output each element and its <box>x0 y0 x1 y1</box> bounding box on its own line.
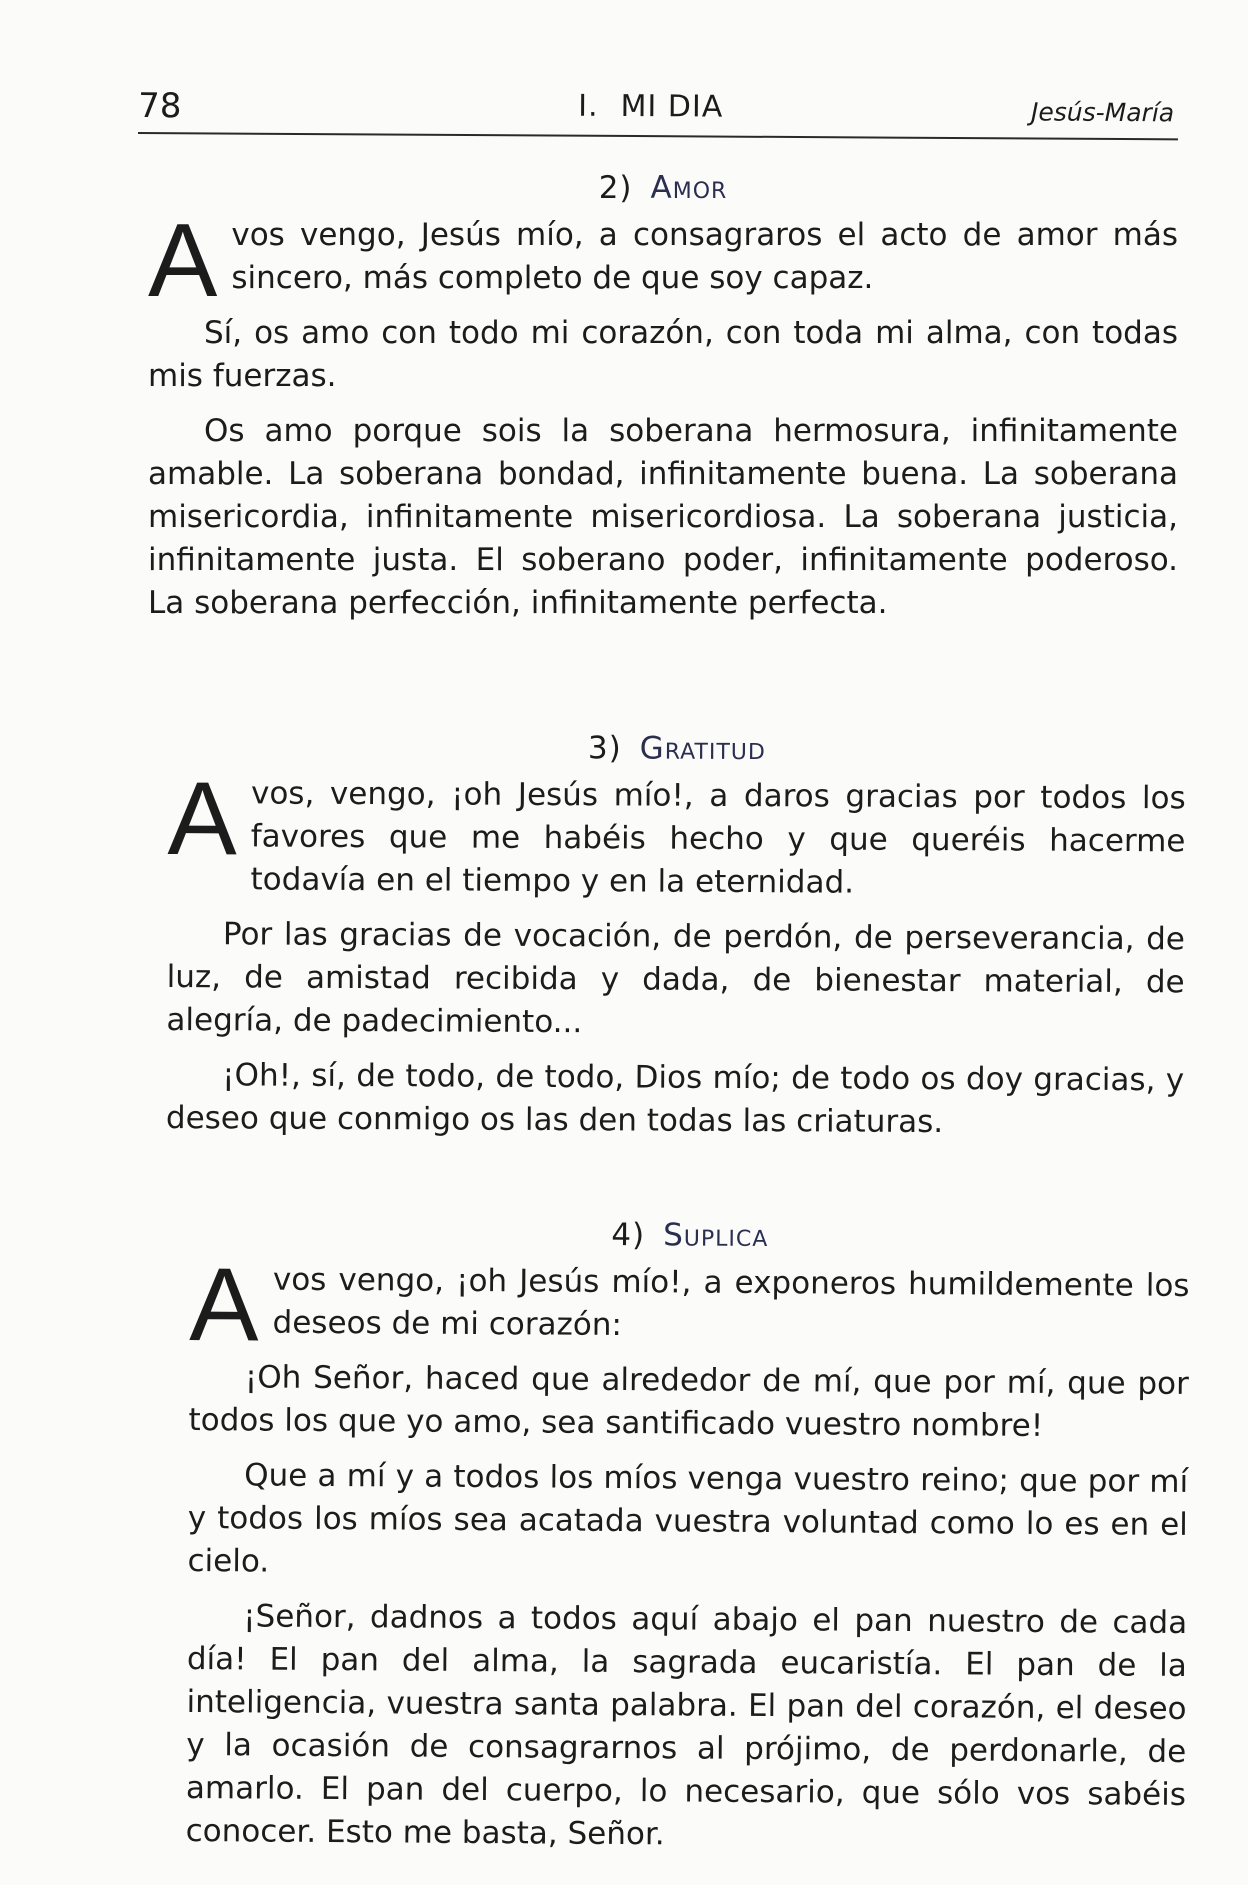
section-number: 3) <box>587 730 622 767</box>
section-number: 2) <box>598 170 633 206</box>
section-number: 4) <box>611 1216 646 1254</box>
paragraph: ¡Oh!, sí, de todo, de todo, Dios mío; de todo os doy gracias, y deseo que conmigo os las den todas las criaturas. <box>165 1057 1185 1141</box>
section-heading <box>148 170 1178 206</box>
chapter-number: I. <box>578 88 599 124</box>
publisher-name: Jesús-María <box>1030 97 1175 128</box>
section-title: Gratitud <box>639 730 766 768</box>
paragraph-text: vos, vengo, ¡oh Jesús mío!, a daros gracias por todos los favores que me habéis hecho y que queréis hacerme todavía en el tiempo y en la eternidad. <box>250 775 1186 901</box>
section-title: Amor <box>650 170 728 206</box>
chapter-title-text: MI DIA <box>620 88 724 125</box>
paragraph <box>148 203 1178 319</box>
section-title: Suplica <box>663 1217 769 1255</box>
chapter-title <box>578 89 723 125</box>
paragraph-text: vos vengo, Jesús mío, a consagraros el acto de amor más sincero, más completo de que soy capaz. <box>231 217 1178 296</box>
paragraph-text: vos vengo, ¡oh Jesús mío!, a exponeros humildemente los deseos de mi corazón: <box>272 1261 1190 1344</box>
paragraph: ¡Oh Señor, haced que alrededor de mí, que por mí, que por todos los que yo amo, sea santificado vuestro nombre! <box>188 1359 1189 1444</box>
section-gratitud <box>166 728 1186 1157</box>
paragraph: ¡Señor, dadnos a todos aquí abajo el pan nuestro de cada día! El pan del alma, la sagrada eucaristía. El pan de la inteligencia, vuestra santa palabra. El pan del corazón, el deseo y la ocasión de consagrarnos al prójimo, de perdonarle, de amarlo. El pan del cuerpo, lo necesario, que sólo vos sabéis conocer. Esto me basta, Señor. <box>185 1598 1188 1853</box>
drop-cap: A <box>148 203 218 319</box>
running-header <box>138 82 1178 140</box>
drop-cap: A <box>188 1246 260 1364</box>
paragraph: Por las gracias de vocación, de perdón, de perseverancia, de luz, de amistad recibida y dada, de bienestar material, de alegría, de padecimiento... <box>166 916 1186 1041</box>
section-heading <box>190 1214 1190 1257</box>
paragraph: Sí, os amo con todo mi corazón, con toda mi alma, con todas mis fuerzas. <box>148 315 1178 394</box>
page-number: 78 <box>138 86 182 127</box>
section-suplica <box>185 1214 1190 1872</box>
paragraph: Os amo porque sois la soberana hermosura, infinitamente amable. La soberana bondad, infinitamente buena. La soberana misericordia, infinitamente misericordiosa. La soberana justicia, infinitamente justa. El soberano poder, infinitamente poderoso. La soberana perfección, infinitamente perfecta. <box>148 413 1178 621</box>
paragraph: Que a mí y a todos los míos venga vuestro reino; que por mí y todos los míos sea acatada vuestra voluntad como lo es en el cielo. <box>187 1457 1189 1580</box>
section-amor <box>148 170 1178 637</box>
paragraph <box>188 1246 1190 1364</box>
paragraph <box>167 760 1186 906</box>
drop-cap: A <box>167 760 238 878</box>
section-heading <box>168 728 1186 769</box>
